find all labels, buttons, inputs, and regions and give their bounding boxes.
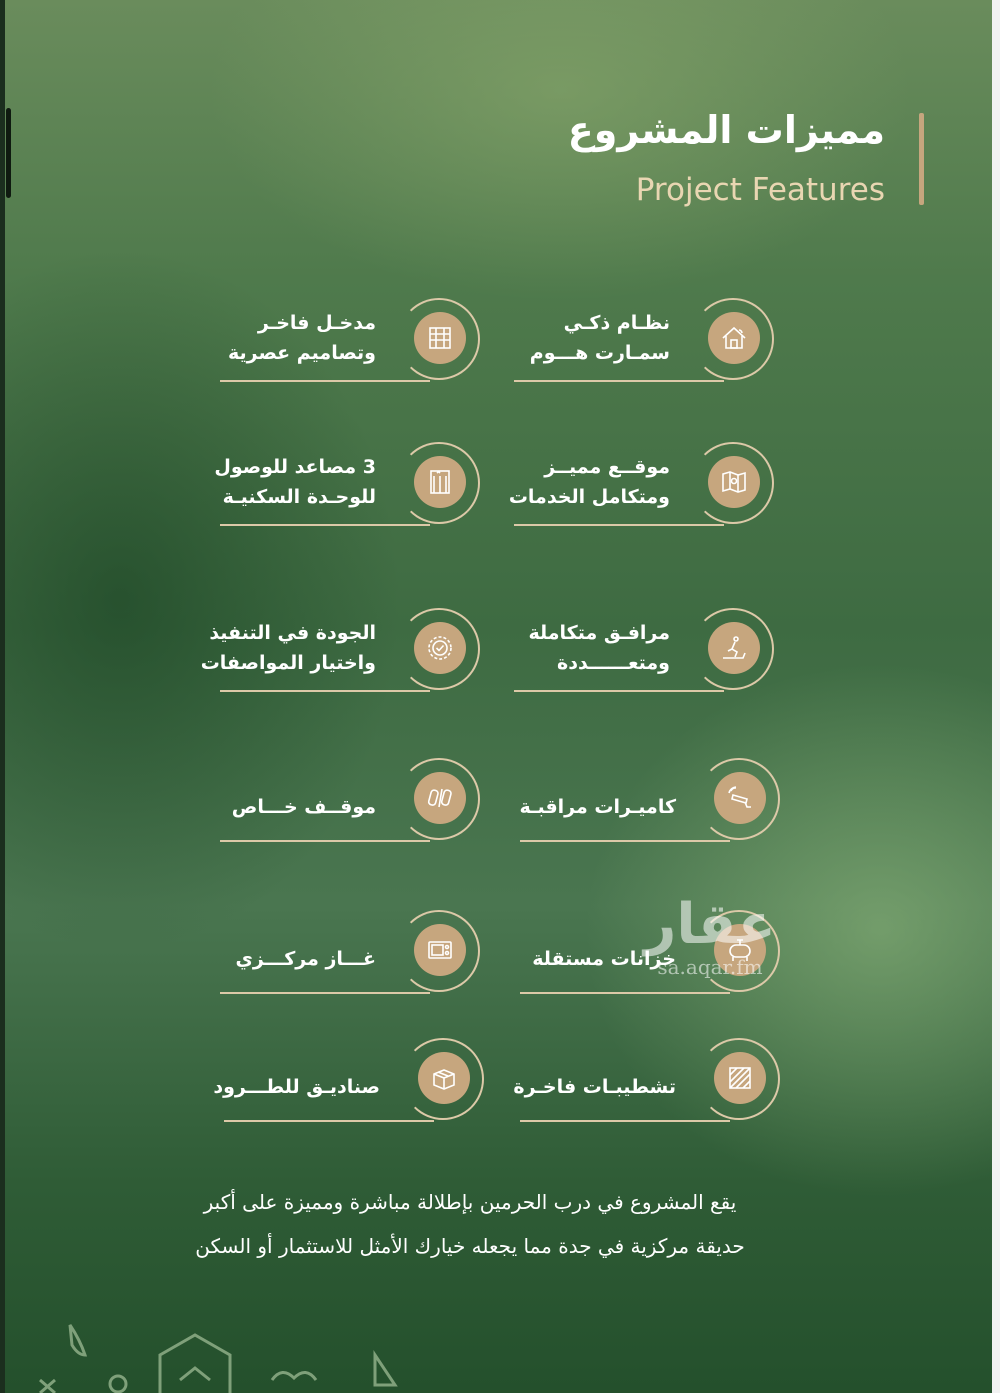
treadmill-icon <box>708 622 760 674</box>
scrollbar[interactable] <box>6 108 11 198</box>
feature-divider <box>520 1120 730 1122</box>
feature-divider <box>220 380 430 382</box>
aqar-watermark <box>630 892 790 995</box>
watermark-logo: عقار <box>644 892 776 957</box>
house-outline-icon <box>160 1335 230 1393</box>
feature-luxury-entrance <box>220 298 480 398</box>
sparkle-icon <box>40 1380 55 1393</box>
quality-badge-icon <box>414 622 466 674</box>
feature-divider <box>220 690 430 692</box>
triangle-icon <box>375 1355 395 1385</box>
security-camera-icon <box>714 772 766 824</box>
feature-divider <box>520 840 730 842</box>
parcel-box-icon <box>418 1052 470 1104</box>
feature-divider <box>224 1120 434 1122</box>
leaf-icon <box>70 1325 85 1355</box>
tiles-icon <box>714 1052 766 1104</box>
feature-divider <box>220 840 430 842</box>
right-edge <box>992 0 1000 1393</box>
feature-location <box>508 442 774 542</box>
heart-outline-icon <box>272 1372 316 1380</box>
feature-label: خزانات مستقلة <box>532 948 676 970</box>
description-line: يقع المشروع في درب الحرمين بإطلالة مباشرة ومميزة على أكبر <box>203 1190 737 1214</box>
feature-elevators <box>214 442 480 542</box>
feature-smart-home <box>514 298 774 398</box>
feature-label: نظـام ذكـي سمـارت هـــوم <box>529 312 670 364</box>
decorative-line-icons <box>0 1310 420 1393</box>
feature-cameras <box>520 758 780 858</box>
feature-parcel-boxes <box>213 1038 484 1138</box>
feature-label: موقــع مميــز ومتكامل الخدمات <box>508 456 670 508</box>
feature-divider <box>220 524 430 526</box>
feature-divider <box>514 690 724 692</box>
feature-divider <box>514 380 724 382</box>
page-title-english: Project Features <box>635 172 885 208</box>
feature-divider <box>220 992 430 994</box>
project-description <box>120 1180 820 1268</box>
feature-label: مدخـل فاخـر وتصاميم عصرية <box>227 312 376 364</box>
feature-facilities <box>514 608 774 708</box>
chevron-up-icon <box>180 1368 210 1380</box>
smart-home-icon <box>708 312 760 364</box>
circle-icon <box>110 1376 126 1392</box>
feature-finishes <box>513 1038 780 1138</box>
feature-label: كاميـرات مراقبـة <box>519 796 676 818</box>
feature-label: صناديـق للطـــرود <box>213 1076 380 1098</box>
watermark-url: sa.aqar.fm <box>657 955 763 979</box>
page-title-arabic: مميزات المشروع <box>567 108 885 152</box>
feature-label: 3 مصاعد للوصول للوحـدة السكنيـة <box>214 456 376 508</box>
feature-label: مرافـق متكاملة ومتعــــــددة <box>528 622 670 674</box>
elevator-icon <box>414 456 466 508</box>
feature-label: الجودة في التنفيذ واختيار المواصفات <box>200 622 376 674</box>
feature-label: تشطيبـات فاخـرة <box>513 1076 676 1098</box>
parking-cars-icon <box>414 772 466 824</box>
title-accent-bar <box>919 113 924 205</box>
map-icon <box>708 456 760 508</box>
gas-meter-icon <box>414 924 466 976</box>
feature-label: غـــاز مركـــزي <box>235 948 376 970</box>
feature-quality <box>200 608 480 708</box>
feature-central-gas <box>220 910 480 1010</box>
feature-parking <box>220 758 480 858</box>
building-icon <box>414 312 466 364</box>
left-edge <box>0 0 5 1393</box>
feature-label: موقــف خـــاص <box>231 796 376 818</box>
feature-divider <box>514 524 724 526</box>
description-line: حديقة مركزية في جدة مما يجعله خيارك الأمثل للاستثمار أو السكن <box>195 1234 745 1258</box>
